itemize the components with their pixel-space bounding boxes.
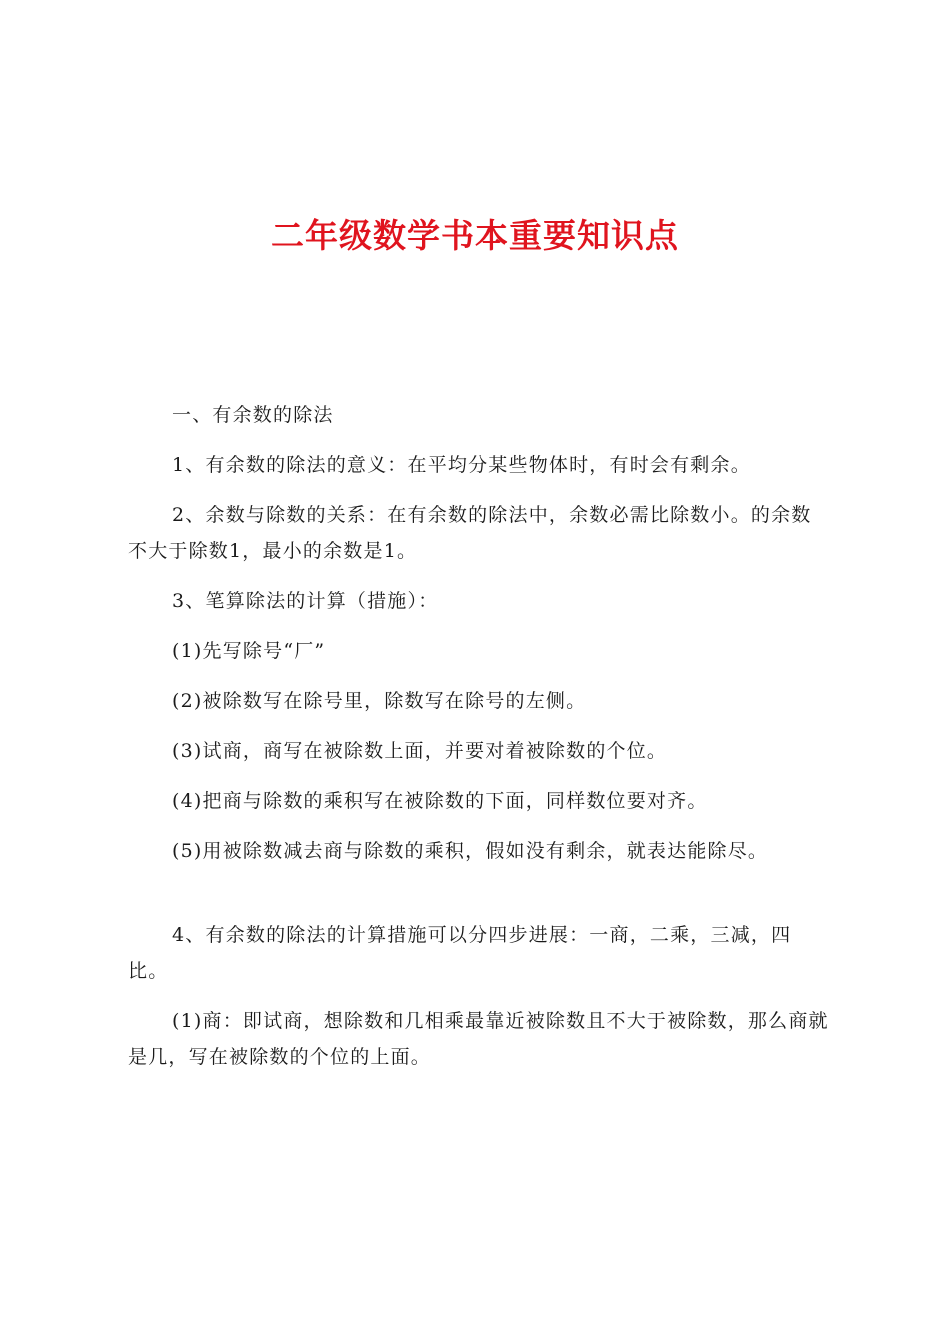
document-title: 二年级数学书本重要知识点 [271, 216, 679, 255]
list-item: (1)商：即试商，想除数和几相乘最靠近被除数且不大于被除数，那么商就是几，写在被除数的个位的上面。 [128, 1010, 829, 1068]
document-body [128, 397, 830, 1089]
list-item: (4)把商与除数的乘积写在被除数的下面，同样数位要对齐。 [172, 790, 708, 812]
list-item: (5)用被除数减去商与除数的乘积，假如没有剩余，就表达能除尽。 [172, 840, 769, 862]
paragraph: 1、有余数的除法的意义：在平均分某些物体时，有时会有剩余。 [172, 454, 751, 476]
paragraph: 3、笔算除法的计算（措施）： [172, 590, 439, 612]
paragraph: 2、余数与除数的关系：在有余数的除法中，余数必需比除数小。的余数不大于除数1，最小的余数是1。 [128, 504, 812, 562]
list-item: (3)试商，商写在被除数上面，并要对着被除数的个位。 [172, 740, 668, 762]
list-item: (1)先写除号“厂” [172, 640, 326, 662]
section-heading: 一、有余数的除法 [172, 404, 334, 426]
list-item: (2)被除数写在除号里，除数写在除号的左侧。 [172, 690, 587, 712]
paragraph: 4、有余数的除法的计算措施可以分四步进展：一商，二乘，三减，四比。 [128, 924, 792, 982]
